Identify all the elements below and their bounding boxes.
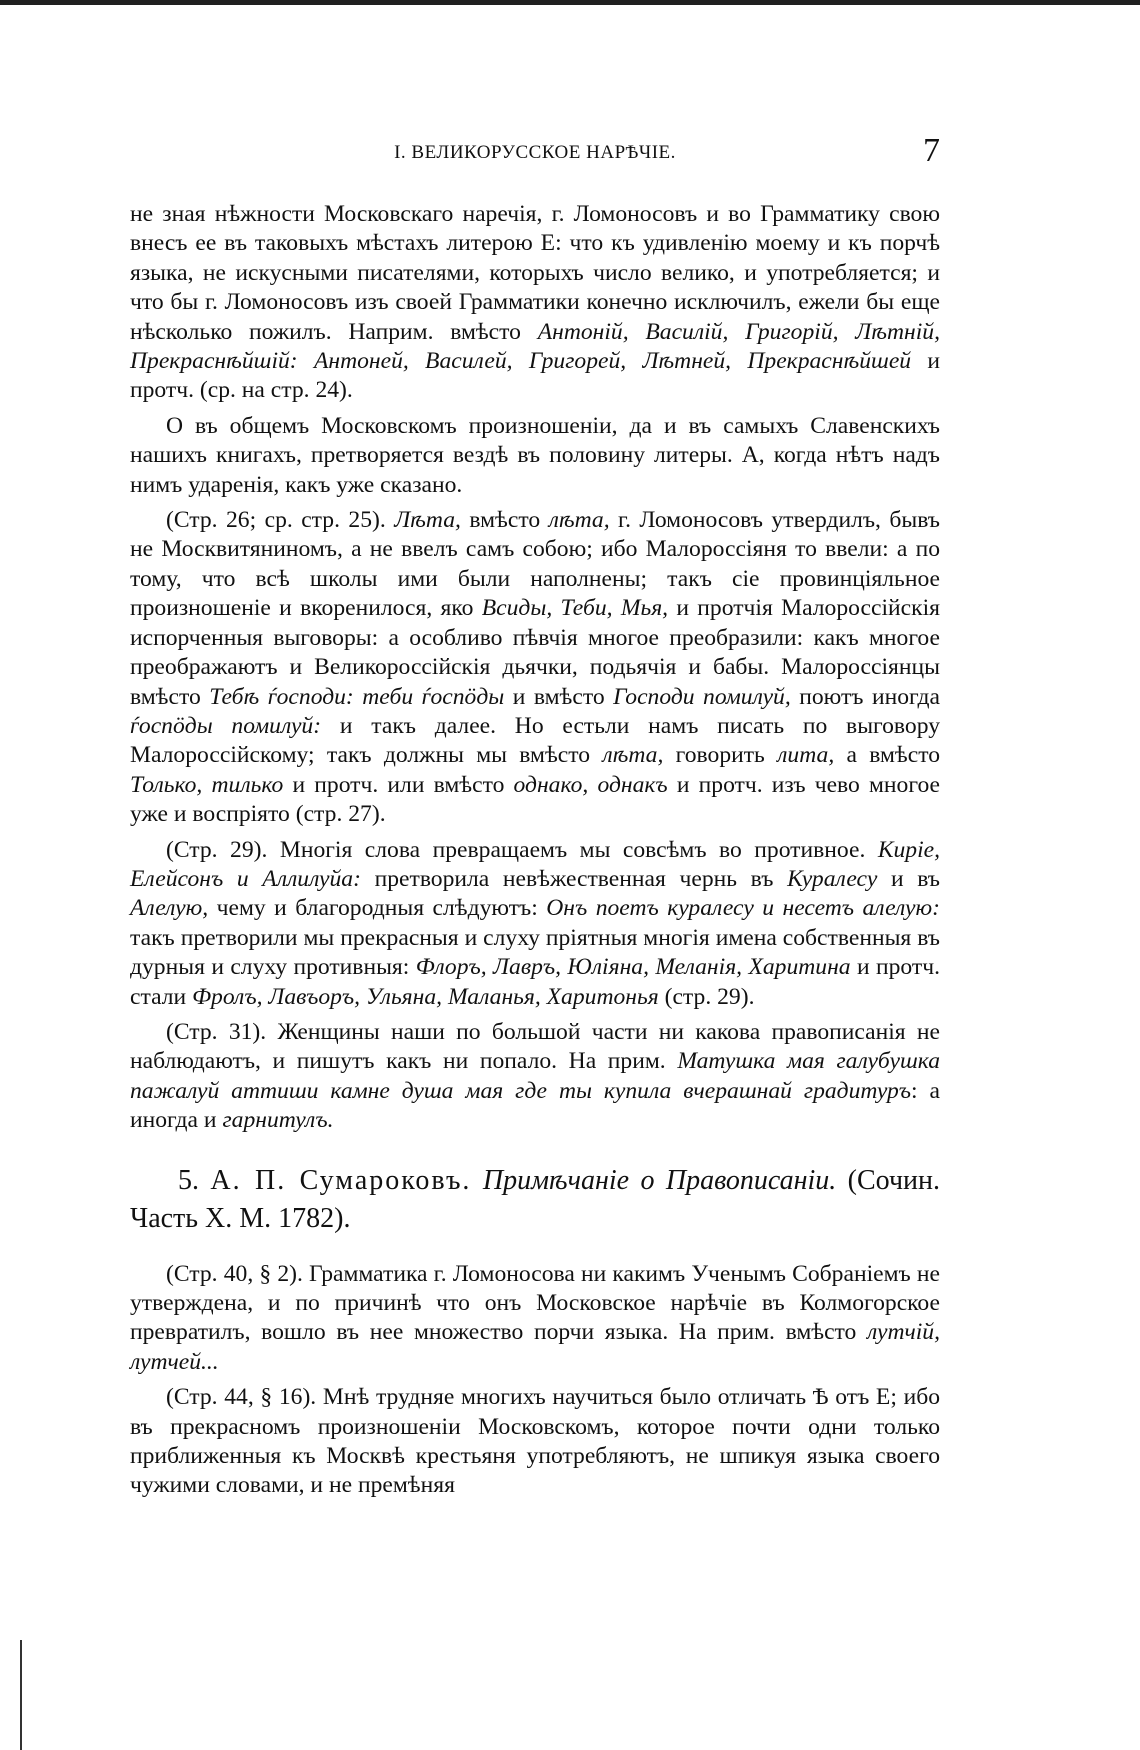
section-author: А. П. Сумароковъ. — [210, 1164, 472, 1196]
body-text — [130, 200, 940, 1501]
top-border-rule — [0, 0, 1140, 5]
paragraph-2: О въ общемъ Московскомъ произношеніи, да и въ самыхъ Славенскихъ нашихъ книгахъ, претворяется вездѣ въ половину литеры. А, когда нѣтъ надъ нимъ ударенія, какъ уже сказано. — [130, 412, 940, 498]
paragraph-4: (Стр. 29). Многія слова превращаемъ мы совсѣмъ во противное. Киріе, Елейсонъ и Аллилуйа: претворила невѣжественная чернь въ Куралесу и въ Алелую, чему и благородныя слѣдуютъ: Онъ поетъ куралесу и несетъ алелую: такъ претворили мы прекрасныя и слуху пріятныя многія имена собственныя въ дурныя и слуху противныя: Флоръ, Лавръ, Юліяна, Меланія, Харитина и протч. стали Фролъ, Лавъоръ, Ульяна, Маланья, Харитонья (стр. 29). — [130, 836, 940, 1010]
page-number: 7 — [923, 132, 940, 169]
section-heading: 5. А. П. Сумароковъ. Примѣчаніе о Правописаніи. (Сочин. Часть X. М. 1782). — [130, 1164, 941, 1234]
section-source: (Сочин. Часть X. М. 1782). — [130, 1164, 941, 1234]
paragraph-3: (Стр. 26; ср. стр. 25). Лѣта, вмѣсто лѣта, г. Ломоносовъ утвердилъ, бывъ не Москвитяниномъ, а не ввелъ самъ собою; ибо Малороссіяня то ввели: а по тому, что всѣ школы ими были наполнены; такъ сіе провинціяльное произношеніе и вкоренилося, яко Всиды, Теби, Мья, и протчія Малороссійскія испорченныя выговоры: а особливо пѣвчія многое преобразили: какъ многое преображаютъ и Великороссійскія дьячки, подьячія и бабы. Малороссіянцы вмѣсто Тебѣ ѓосподи: теби ѓоспöды и вмѣсто Господи помилуй, поютъ иногда ѓоспöды помилуй: и такъ далее. Но естьли намъ писать по выговору Малороссійскому; такъ должны мы вмѣсто лѣта, говорить лита, а вмѣсто Только, тилько и протч. или вмѣсто однако, однакъ и протч. изъ чево многое уже и воспріято (стр. 27). — [130, 507, 941, 828]
margin-mark — [20, 1640, 22, 1750]
paragraph-6: (Стр. 40, § 2). Грамматика г. Ломоносова ни какимъ Ученымъ Собраніемъ не утверждена, и по причинѣ что онъ Московское нарѣчіе въ Колмогорское превратилъ, вошло въ нее множество порчи языка. На прим. вмѣсто лутчій, лутчей... — [130, 1260, 940, 1375]
paragraph-1: не зная нѣжности Московскаго наречія, г. Ломоносовъ и во Грамматику свою внесъ ее въ таковыхъ мѣстахъ литерою Е: что къ удивленію моему и къ порчѣ языка, не искусными писателями, которыхъ число велико, и употребляется; и что бы г. Ломоносовъ изъ своей Грамматики конечно исключилъ, ежели бы еще нѣсколько пожилъ. Наприм. вмѣсто Антоній, Василій, Григорій, Лѣтній, Прекраснѣйшій: Антоней, Василей, Григорей, Лѣтней, Прекраснѣйшей и протч. (ср. на стр. 24). — [130, 201, 940, 404]
paragraph-7: (Стр. 44, § 16). Мнѣ трудняе многихъ научиться было отличать Ѣ отъ Е; ибо въ прекрасномъ произношеніи Московскомъ, которое почти одни только приближенныя къ Москвѣ крестьяня употребляютъ, не шпикуя языка своего чужими словами, и не премѣняя — [130, 1384, 940, 1499]
running-head: I. ВЕЛИКОРУССКОЕ НАРѢЧІЕ. — [394, 142, 676, 163]
section-title: Примѣчаніе о Правописаніи. — [471, 1164, 837, 1196]
paragraph-5: (Стр. 31). Женщины наши по большой части ни какова правописанія не наблюдаютъ, и пишутъ какъ ни попало. На прим. Матушка мая галубушка пажалуй аттиши камне душа мая где ты купила вчерашнай градитуръ: а иногда и гарнитулъ. — [130, 1018, 941, 1134]
page-header — [130, 132, 940, 172]
